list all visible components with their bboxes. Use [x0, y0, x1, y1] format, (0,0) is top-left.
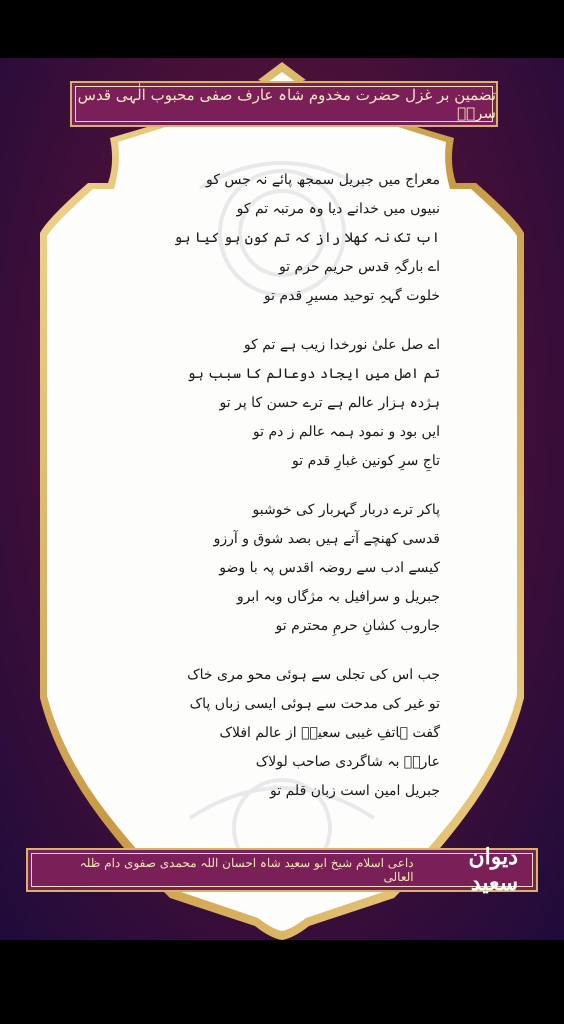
stanza-4	[110, 661, 440, 806]
verse-line: گفت ہاتفِ غیبی سعیدؔ از عالم افلاک	[219, 725, 440, 741]
verse-line: ایں بود و نمود ہمہ عالم ز دم تو	[252, 424, 440, 440]
verse-line: اب تک نہ کھلا راز کہ تم کون ہو کیا ہو	[174, 230, 440, 246]
stanza-3	[110, 496, 440, 641]
verse-line: جاروب کشانِ حرمِ محترم تو	[275, 618, 440, 634]
verse-line: تم اصل میں ایجاد دوعالم کا سبب ہو	[187, 366, 440, 382]
book-title: دیوان سعید	[468, 844, 518, 896]
verse-line: تاجِ سرِ کونین غبارِ قدم تو	[292, 453, 440, 469]
author-credit: داعی اسلام شیخ ابو سعید شاہ احسان اللہ محمدی صفوی دام ظلہ العالی	[79, 856, 414, 884]
verse-line: ہژدہ ہزار عالم ہے ترے حسن کا پر تو	[219, 395, 440, 411]
verse-line: عارفؔ بہ شاگردی صاحب لولاک	[255, 754, 440, 770]
verse-line: اے صل علیٰ نورخدا زیب ہے تم کو	[243, 337, 440, 353]
stanza-1	[110, 166, 440, 311]
verse-line: اے بارگہِ قدس حریم حرم تو	[278, 259, 440, 275]
verse-line: نبیوں میں خدانے دیا وہ مرتبہ تم کو	[236, 201, 440, 217]
verse-line: پاکر ترے دربار گہربار کی خوشبو	[252, 502, 440, 518]
verse-line: قدسی کھنچے آتے ہیں بصد شوق و آرزو	[213, 531, 440, 547]
poster	[0, 58, 564, 940]
verse-line: جبریل امین است زبان قلم تو	[270, 783, 440, 799]
verse-line: تو غیر کی مدحت سے ہوئی ایسی زباں پاک	[189, 696, 440, 712]
footer-bar	[26, 844, 538, 896]
verse-line: کیسے ادب سے روضہ اقدس پہ با وضو	[219, 560, 440, 576]
stanza-2	[110, 331, 440, 476]
poem-title: تضمین بر غزل حضرت مخدوم شاہ عارف صفی محبوب الٰہی قدس سرہٗ	[77, 86, 496, 122]
verse-line: خلوت گہہِ توحید مسیرِ قدم تو	[263, 288, 440, 304]
poem-body	[110, 166, 440, 826]
verse-line: جب اس کی تجلی سے ہوئی محو مری خاک	[187, 667, 440, 683]
title-banner	[70, 81, 498, 127]
verse-line: معراج میں جبریل سمجھ پائے نہ جس کو	[205, 172, 440, 188]
verse-line: جبریل و سرافیل بہ مژگاں وبہ ابرو	[236, 589, 440, 605]
